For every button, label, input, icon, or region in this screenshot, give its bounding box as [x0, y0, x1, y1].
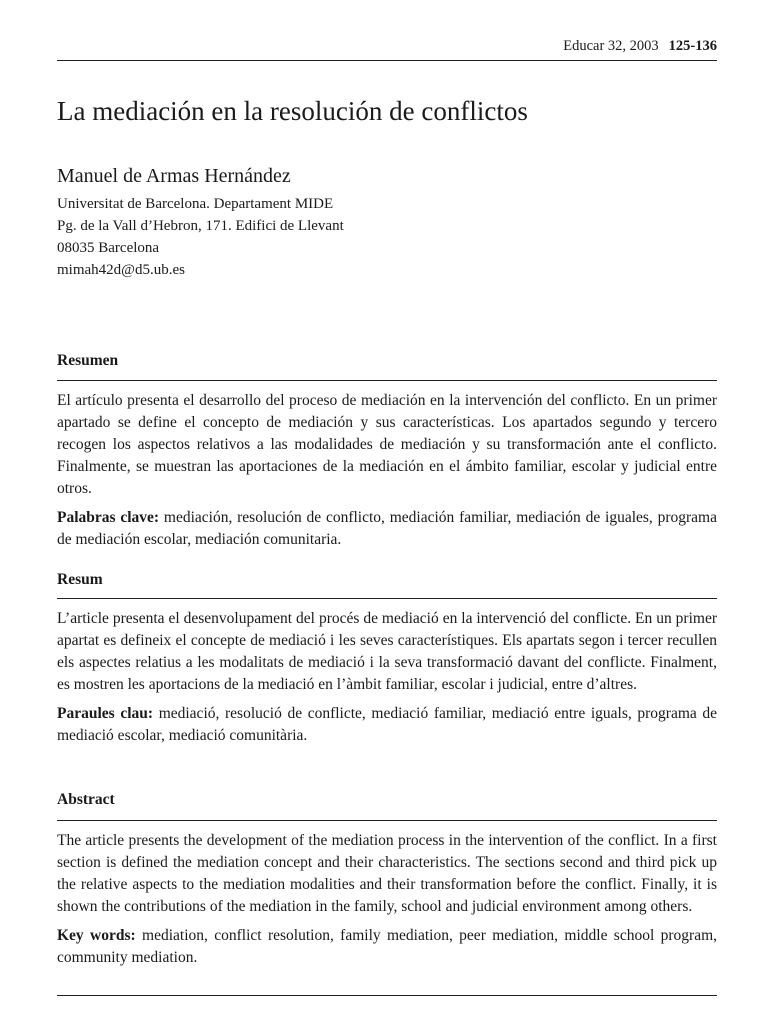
journal-citation: Educar 32, 2003 — [563, 38, 659, 54]
keywords-text: mediació, resolució de conflicte, mediació familiar, mediació entre iguals, programa de mediació escolar, mediació comunitària. — [57, 705, 718, 744]
bottom-rule — [57, 995, 717, 996]
abstract-english — [57, 830, 717, 969]
header-rule — [57, 60, 717, 61]
keywords-text: mediation, conflict resolution, family mediation, peer mediation, middle school program, community mediation. — [57, 927, 718, 966]
abstract-spanish — [57, 390, 717, 551]
keywords-label: Palabras clave: — [57, 509, 160, 526]
section-rule — [57, 820, 717, 821]
keywords-label: Paraules clau: — [57, 705, 154, 722]
affiliation-line: 08035 Barcelona — [57, 240, 160, 256]
affiliation-line: Pg. de la Vall d’Hebron, 171. Edifici de Llevant — [57, 218, 344, 234]
article-title: La mediación en la resolución de conflictos — [57, 96, 528, 126]
author-name: Manuel de Armas Hernández — [57, 165, 291, 187]
section-heading-resum: Resum — [57, 571, 103, 588]
keywords-line — [57, 507, 717, 551]
section-heading-resumen: Resumen — [57, 352, 119, 369]
abstract-catalan — [57, 608, 717, 747]
abstract-text: The article presents the development of the mediation process in the intervention of the conflict. In a first section is defined the mediation concept and their characteristics. The sections second and third pick up the relative aspects to the mediation modalities and their transformation before the conflict. Finally, it is shown the contributions of the mediation in the family, school and judicial environment among others. — [57, 832, 717, 915]
section-rule — [57, 598, 717, 599]
section-heading-abstract: Abstract — [57, 791, 115, 808]
keywords-label: Key words: — [57, 927, 136, 944]
keywords-text: mediación, resolución de conflicto, mediación familiar, mediación de iguales, programa de mediación escolar, mediación comunitaria. — [57, 509, 717, 548]
abstract-text: El artículo presenta el desarrollo del proceso de mediación en la intervención del conflicto. En un primer apartado se define el concepto de mediación y sus características. Los apartados segundo y tercero recogen los aspectos relativos a las modalidades de mediación y su transformación ante el conflicto. Finalmente, se muestran las aportaciones de la mediación en el ámbito familiar, escolar y judicial entre otros. — [57, 392, 717, 497]
section-rule — [57, 380, 717, 381]
author-affiliation — [57, 193, 344, 281]
keywords-line — [57, 703, 717, 747]
keywords-line — [57, 925, 717, 969]
affiliation-line: Universitat de Barcelona. Departament MIDE — [57, 196, 334, 212]
author-email: mimah42d@d5.ub.es — [57, 262, 185, 278]
running-header — [563, 38, 717, 55]
abstract-text: L’article presenta el desenvolupament del procés de mediació en la intervenció del conflicte. En un primer apartat es defineix el concepte de mediació i les seves característiques. Els apartats segon i tercer recullen els aspectes relatius a les modalitats de mediació i la seva transformació davant del conflicte. Finalment, es mostren les aportacions de la mediació en l’àmbit familiar, escolar i judicial, entre d’altres. — [57, 610, 717, 693]
page-range: 125-136 — [668, 38, 717, 54]
